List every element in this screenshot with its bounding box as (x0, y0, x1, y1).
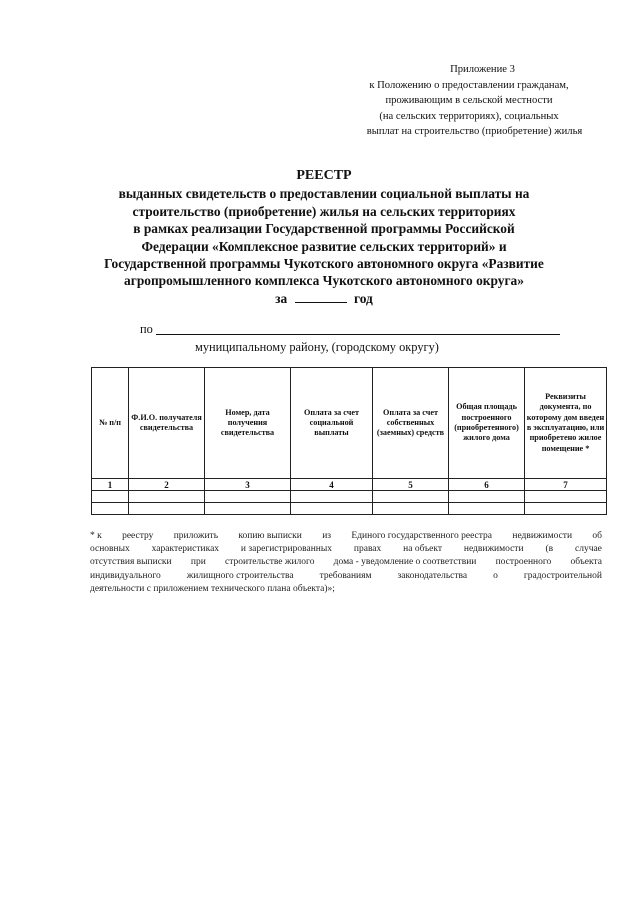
column-number: 6 (449, 479, 525, 491)
footnote-line (90, 570, 602, 583)
title-heading: РЕЕСТР (296, 168, 352, 183)
title-line: Государственной программы Чукотского автономного округа «Развитие (104, 256, 544, 272)
column-number: 4 (291, 479, 373, 491)
footnote-text: из (322, 531, 332, 541)
table-cell[interactable] (291, 491, 373, 503)
table-row (92, 491, 607, 503)
footnote-text: при (190, 557, 206, 568)
table-cell[interactable] (525, 503, 607, 515)
footnote-text: об (592, 531, 602, 541)
appendix-line: проживающим в сельской местности (385, 95, 553, 107)
table-cell[interactable] (291, 503, 373, 515)
table-cell[interactable] (205, 491, 291, 503)
column-number: 7 (525, 479, 607, 491)
table-cell[interactable] (92, 503, 129, 515)
appendix-line: к Положению о предоставлении гражданам, (369, 79, 569, 91)
footnote-text: приложить (173, 531, 219, 541)
header-total-area: Общая площадь построенного (приобретенного) жилого дома (449, 368, 525, 479)
header-social-payment: Оплата за счет социальной выплаты (291, 368, 373, 479)
footnote-text: на объект (403, 544, 442, 555)
title-line: Федерации «Комплексное развитие сельских территорий» и (141, 238, 507, 254)
footnote-text: недвижимости (512, 531, 573, 541)
district-line (140, 322, 560, 337)
footnote-text: правах (353, 544, 382, 555)
header-number: № п/п (92, 368, 129, 479)
footnote-line (90, 583, 602, 596)
footnote-text: * к (90, 531, 102, 541)
appendix-line: (на сельских территориях), социальных (379, 110, 559, 122)
header-recipient-name: Ф.И.О. получателя свидетельства (129, 368, 205, 479)
document-title (60, 167, 588, 307)
year-suffix: год (353, 290, 373, 306)
header-document-details: Реквизиты документа, по которому дом введен в эксплуатацию, или приобретено жилое помещение * (525, 368, 607, 479)
column-number: 1 (92, 479, 129, 491)
footnote-text: недвижимости (463, 544, 524, 555)
table-row (92, 503, 607, 515)
table-cell[interactable] (205, 503, 291, 515)
header-certificate-number-date: Номер, дата получения свидетельства (205, 368, 291, 479)
column-number: 3 (205, 479, 291, 491)
footnote (90, 530, 602, 596)
footnote-text: деятельности с приложением технического плана объекта)»; (90, 583, 335, 594)
year-blank-field[interactable] (295, 291, 347, 303)
table-cell[interactable] (449, 503, 525, 515)
footnote-text: (в (545, 544, 554, 555)
footnote-text: построенного (495, 557, 552, 568)
registry-table (91, 367, 607, 515)
table-header-row (92, 368, 607, 479)
table-cell[interactable] (525, 491, 607, 503)
header-own-funds: Оплата за счет собственных (заемных) средств (373, 368, 449, 479)
footnote-text: и зарегистрированных (240, 544, 332, 555)
footnote-text: требованиям (319, 570, 372, 581)
footnote-line (90, 530, 602, 543)
table-cell[interactable] (373, 491, 449, 503)
table-cell[interactable] (373, 503, 449, 515)
appendix-number: Приложение 3 (450, 64, 515, 75)
footnote-text: характеристиках (151, 544, 220, 555)
appendix-line: выплат на строительство (приобретение) жилья (366, 126, 583, 138)
footnote-text: объекта (570, 557, 602, 568)
title-line: в рамках реализации Государственной программы Российской (133, 221, 515, 237)
column-number: 2 (129, 479, 205, 491)
footnote-text: копию выписки (238, 531, 302, 541)
column-number: 5 (373, 479, 449, 491)
title-line: строительство (приобретение) жилья на сельских территориях (132, 203, 516, 219)
column-numbers-row (92, 479, 607, 491)
footnote-text: дома - уведомление о соответствии (333, 557, 477, 568)
table-cell[interactable] (129, 503, 205, 515)
footnote-text: строительстве жилого (225, 557, 315, 568)
table-cell[interactable] (129, 491, 205, 503)
footnote-text: реестру (122, 531, 154, 541)
footnote-text: основных (90, 544, 130, 555)
footnote-text: индивидуального (90, 570, 161, 581)
district-blank-field[interactable] (156, 334, 560, 335)
district-prefix: по (140, 322, 153, 336)
footnote-text: отсутствия выписки (90, 557, 172, 568)
footnote-line (90, 556, 602, 569)
table-cell[interactable] (449, 491, 525, 503)
appendix-block (300, 62, 638, 140)
footnote-text: законодательства (397, 570, 468, 581)
footnote-text: случае (574, 544, 602, 555)
year-prefix: за (275, 290, 288, 306)
footnote-text: жилищного строительства (186, 570, 294, 581)
district-caption: муниципальному району, (городскому округу) (195, 340, 439, 354)
footnote-text: о (493, 570, 498, 581)
footnote-text: Единого государственного реестра (351, 531, 493, 541)
table-cell[interactable] (92, 491, 129, 503)
title-line: выданных свидетельств о предоставлении социальной выплаты на (118, 186, 530, 202)
footnote-text: градостроительной (523, 570, 602, 581)
footnote-line (90, 543, 602, 556)
title-line: агропромышленного комплекса Чукотского автономного округа» (124, 273, 524, 289)
title-year-line (60, 290, 588, 307)
